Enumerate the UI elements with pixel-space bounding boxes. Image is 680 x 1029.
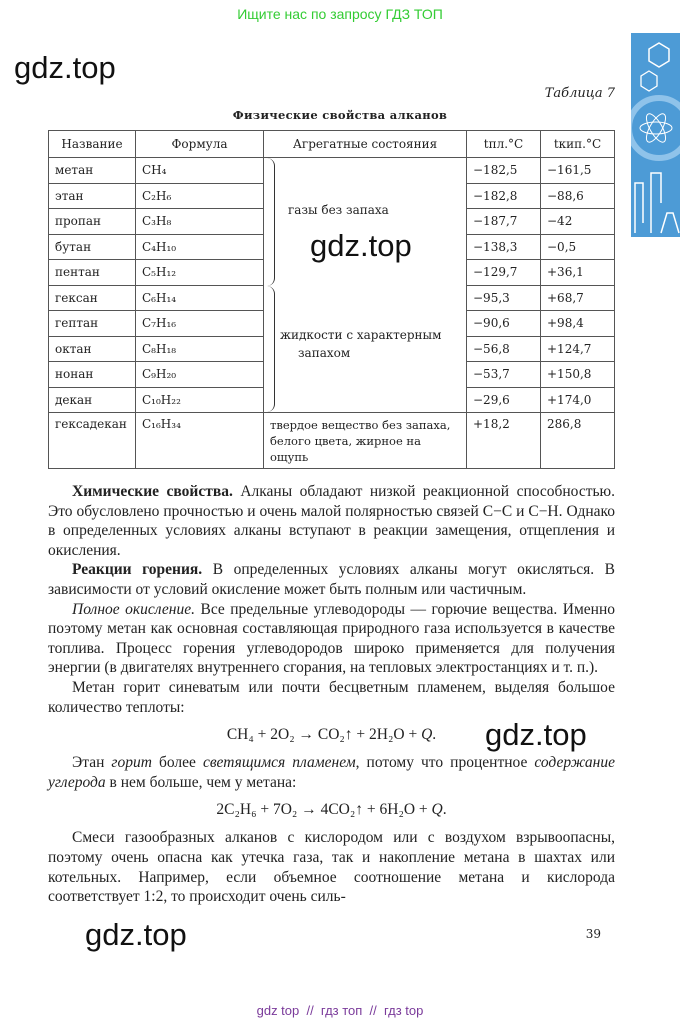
brace [266,158,275,286]
cell-melting: −138,3 [467,234,541,260]
col-formula: Формула [136,131,264,158]
watermark: gdz.top [14,50,116,85]
watermark: gdz.top [85,916,187,952]
italic-text: светящимся пламенем [202,754,356,772]
text-span: , потому что процентное [355,754,535,772]
table-title: Физические свойства алканов [232,108,448,122]
cell-melting: −53,7 [467,362,541,388]
table-row [49,413,615,469]
col-state: Агрегатные состояния [264,131,467,158]
page-flow [48,482,615,955]
cell-name: декан [49,387,136,413]
cell-boiling: −161,5 [541,158,615,184]
table-caption: Таблица 7 [544,86,615,101]
cell-boiling: +174,0 [541,387,615,413]
alkanes-properties-table [48,130,615,469]
paragraph [48,482,615,560]
table-row [49,158,615,184]
bold-heading: Химические свойства. [72,483,233,500]
italic-text: содержание углерода [48,754,615,791]
cell-name: гептан [49,311,136,337]
italic-text: Q [421,726,433,744]
cell-name: гексадекан [49,413,136,469]
cell-boiling: −0,5 [541,234,615,260]
cell-melting: −182,8 [467,183,541,209]
footer-links: gdz top // гдз топ // гдз top [256,1003,424,1018]
paragraph [48,753,615,792]
cell-boiling: +124,7 [541,336,615,362]
brace [266,286,275,412]
watermark: gdz.top [310,228,412,263]
cell-state-solid: твердое вещество без запаха, белого цвета, жирное на ощупь [264,413,467,469]
text-span: В определенных условиях алканы могут окисляться. В зависимости от условий окисление может быть полным или частичным. [48,561,615,598]
text-span: Смеси газообразных алканов с кислородом или с воздухом взрывоопасны, поэтому очень опасна как утечка газа, так и накопление метана в шахтах или котельных. Например, если объемное соотношение метана и кислорода соответствует 1:2, то происходит очень силь- [48,829,615,906]
cell-formula: C₈H₁₈ [136,336,264,362]
cell-formula: C₂H₆ [136,183,264,209]
cell-formula: C₄H₁₀ [136,234,264,260]
paragraph [48,560,615,599]
body-text [48,482,615,907]
page-number: 39 [585,926,601,941]
bold-heading: Реакции горения. [72,561,203,579]
page-bottom-row [48,915,615,955]
cell-melting: −29,6 [467,387,541,413]
cell-melting: −90,6 [467,311,541,337]
cell-melting: −187,7 [467,209,541,235]
italic-text: Q [431,801,443,819]
cell-name: этан [49,183,136,209]
text-span: Алканы обладают низкой реакционной способностью. Это обусловлено прочностью и очень малой полярностью связей C−C и C−H. Однако в определенных условиях алканы вступают в реакции замещения, отщепления и окисления. [48,483,615,559]
cell-state-group [264,158,467,413]
cell-boiling: −42 [541,209,615,235]
italic-text: Полное окисление. [72,600,195,618]
text-span: Метан горит синеватым или почти бесцветным пламенем, выделяя большое количество теплоты: [48,678,615,716]
state-gas: газы без запаха [288,203,389,217]
cell-melting: +18,2 [467,413,541,469]
cell-name: нонан [49,362,136,388]
equation [48,792,615,828]
cell-name: метан [49,158,136,184]
cell-boiling: +98,4 [541,311,615,337]
watermark: gdz.top [485,717,587,753]
cell-boiling: +68,7 [541,285,615,311]
text-span: в нем больше, чем у метана: [105,773,297,791]
paragraph [48,678,615,717]
text-span: . [442,801,447,819]
cell-boiling: +150,8 [541,362,615,388]
cell-name: пентан [49,260,136,286]
cell-name: гексан [49,285,136,311]
cell-formula: C₃H₈ [136,209,264,235]
text-span: CH₄ + 2O₂ → CO₂↑ + 2H₂O + [226,726,422,744]
cell-boiling: +36,1 [541,260,615,286]
cell-formula: C₉H₂₀ [136,362,264,388]
text-span: 2C₂H₆ + 7O₂ → 4CO₂↑ + 6H₂O + [216,801,432,819]
cell-formula: C₆H₁₄ [136,285,264,311]
text-span: . [432,726,437,744]
cell-name: бутан [49,234,136,260]
text-span: Этан [72,754,112,772]
cell-name: октан [49,336,136,362]
paragraph [48,828,615,906]
cell-formula: CH₄ [136,158,264,184]
cell-melting: −129,7 [467,260,541,286]
col-name: Название [49,131,136,158]
italic-text: горит [111,754,152,772]
col-boiling: tкип.°C [541,131,615,158]
cell-formula: C₁₆H₃₄ [136,413,264,469]
table-header-row [49,131,615,158]
equation [48,717,615,753]
text-span: Все предельные углеводороды — горючие вещества. Именно поэтому метан как основная составляющая природного газа используется в качестве топлива. Процесс горения углеводородов широко применяется для получения энергии (в двигателях внутреннего сгорания, на тепловых электростанциях и т. п.). [48,600,616,677]
state-liquid-line2: запахом [298,346,351,360]
cell-melting: −182,5 [467,158,541,184]
cell-formula: C₇H₁₆ [136,311,264,337]
state-liquid-line1: жидкости с характерным [280,328,442,342]
paragraph [48,600,615,678]
search-banner: Ищите нас по запросу ГДЗ ТОП [237,6,443,22]
cell-melting: −56,8 [467,336,541,362]
cell-name: пропан [49,209,136,235]
chemistry-side-illustration [631,33,680,237]
cell-formula: C₅H₁₂ [136,260,264,286]
cell-boiling: −88,6 [541,183,615,209]
cell-boiling: 286,8 [541,413,615,469]
text-span: более [151,754,203,772]
col-melting: tпл.°C [467,131,541,158]
cell-melting: −95,3 [467,285,541,311]
cell-formula: C₁₀H₂₂ [136,387,264,413]
